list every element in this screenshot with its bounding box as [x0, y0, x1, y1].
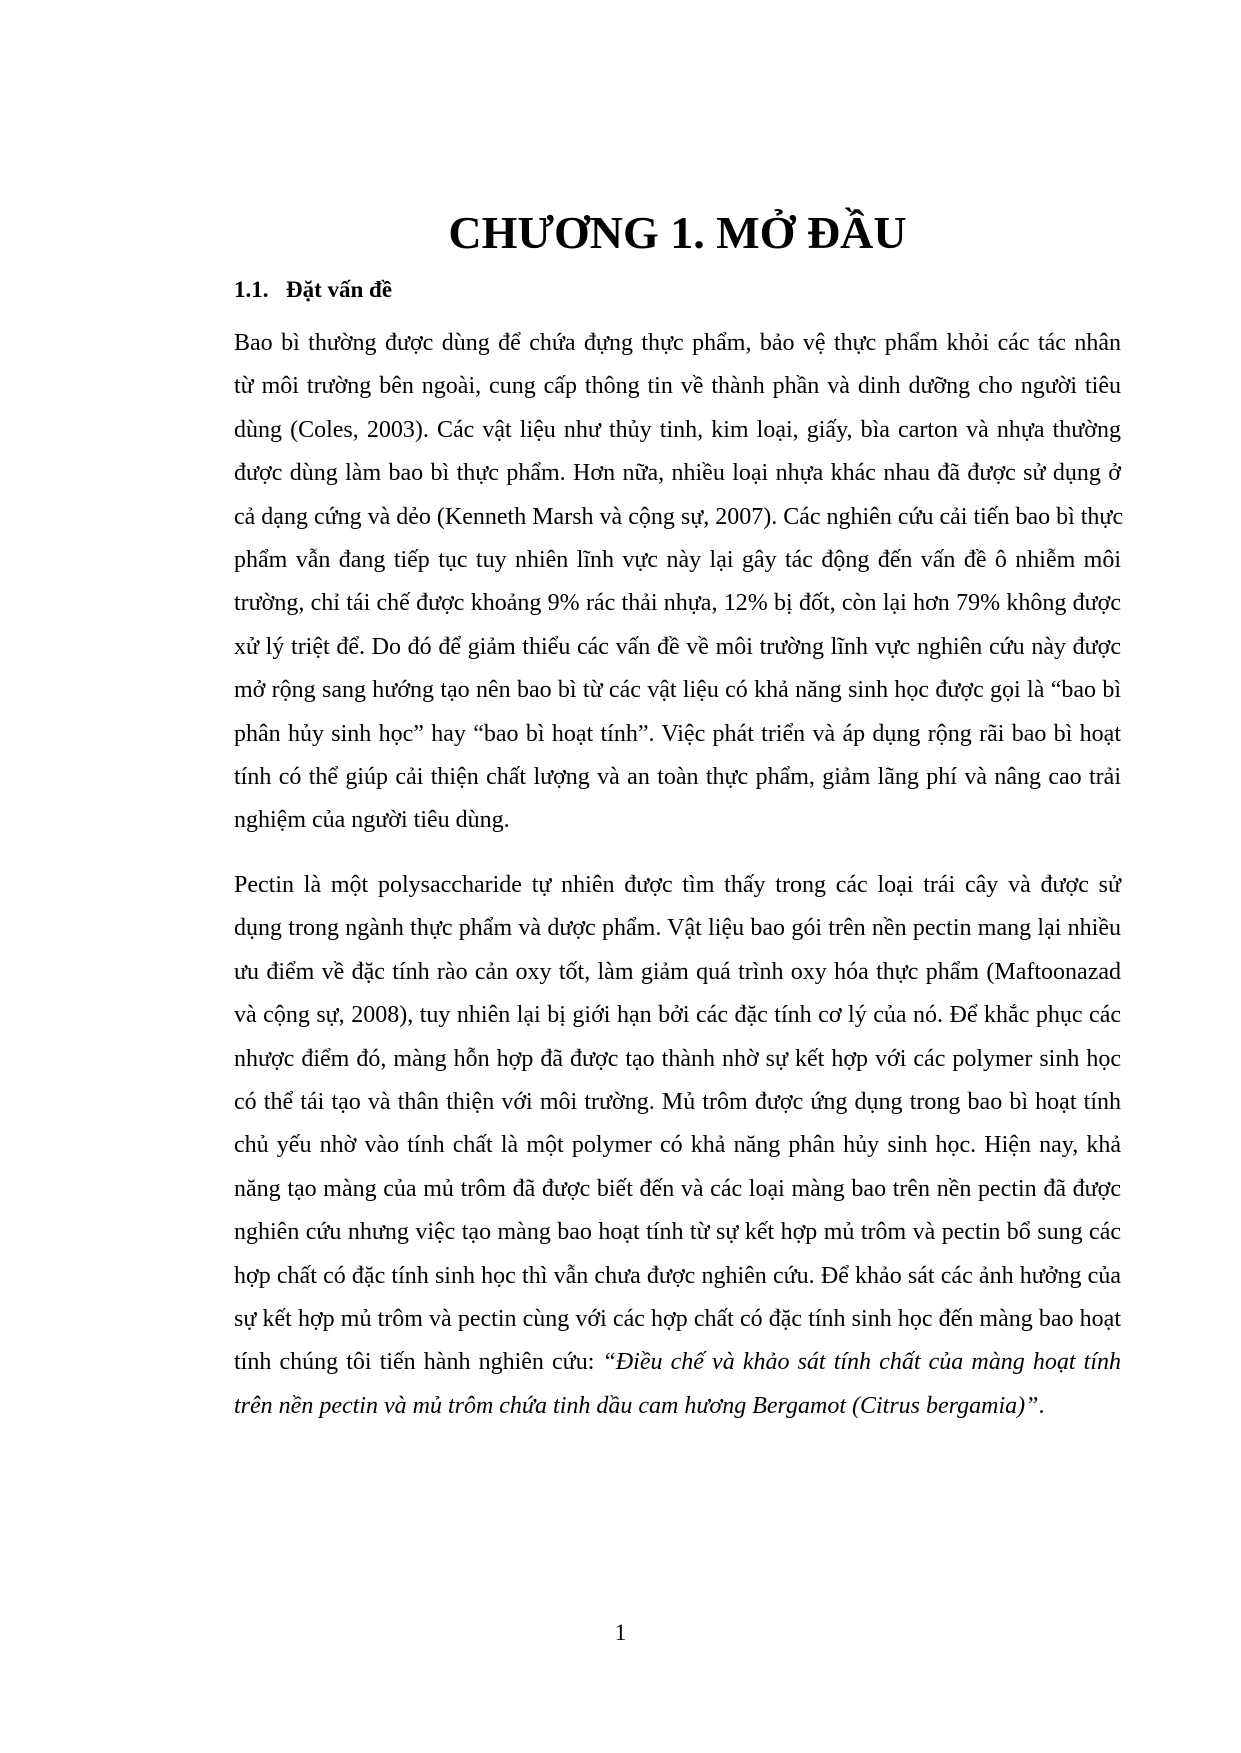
paragraph-line: và cộng sự, 2008), tuy nhiên lại bị giới hạn bởi các đặc tính cơ lý của nó. Để khắc phục các [234, 1002, 1121, 1029]
paragraph-line: ưu điểm về đặc tính rào cản oxy tốt, làm giảm quá trình oxy hóa thực phẩm (Maftoonazad [234, 958, 1121, 985]
paragraph-line: năng tạo màng của mủ trôm đã được biết đến và các loại màng bao trên nền pectin đã được [234, 1175, 1121, 1202]
paragraph-line: chủ yếu nhờ vào tính chất là một polymer có khả năng phân hủy sinh học. Hiện nay, khả [234, 1132, 1121, 1159]
paragraph-line: được dùng làm bao bì thực phẩm. Hơn nữa, nhiều loại nhựa khác nhau đã được sử dụng ở [234, 460, 1121, 487]
paragraph-line [234, 1341, 1121, 1384]
paragraph-line-text: tính chúng tôi tiến hành nghiên cứu: [234, 1349, 603, 1376]
paragraph-line [234, 1385, 1121, 1428]
study-title-end: trên nền pectin và mủ trôm chứa tinh dầu cam hương Bergamot (Citrus bergamia)” [234, 1392, 1039, 1419]
paragraph-1 [234, 322, 1124, 843]
study-title-start: “Điều chế và khảo sát tính chất của màng hoạt tính [602, 1349, 1121, 1376]
paragraph-line: phẩm vẫn đang tiếp tục tuy nhiên lĩnh vực này lại gây tác động đến vấn đề ô nhiễm môi [234, 547, 1121, 574]
paragraph-line: phân hủy sinh học” hay “bao bì hoạt tính”. Việc phát triển và áp dụng rộng rãi bao bì hoạt [234, 720, 1121, 747]
paragraph-line: có thể tái tạo và thân thiện với môi trường. Mủ trôm được ứng dụng trong bao bì hoạt tính [234, 1088, 1121, 1115]
paragraph-line: từ môi trường bên ngoài, cung cấp thông tin về thành phần và dinh dưỡng cho người tiêu [234, 373, 1121, 400]
section-title: Đặt vấn đề [286, 277, 393, 302]
paragraph-line: tính có thể giúp cải thiện chất lượng và an toàn thực phẩm, giảm lãng phí và nâng cao trải [234, 764, 1121, 791]
section-heading [234, 272, 392, 308]
paragraph-line: xử lý triệt để. Do đó để giảm thiểu các vấn đề về môi trường lĩnh vực nghiên cứu này được [234, 633, 1121, 660]
body-text [234, 322, 1124, 1428]
page-number: 1 [614, 1620, 627, 1645]
paragraph-line: trường, chỉ tái chế được khoảng 9% rác thải nhựa, 12% bị đốt, còn lại hơn 79% không được [234, 590, 1121, 617]
paragraph-line: mở rộng sang hướng tạo nên bao bì từ các vật liệu có khả năng sinh học được gọi là “bao bì [234, 677, 1121, 704]
paragraph-line: sự kết hợp mủ trôm và pectin cùng với các hợp chất có đặc tính sinh học đến màng bao hoạt [234, 1305, 1121, 1332]
paragraph-line: nghiên cứu nhưng việc tạo màng bao hoạt tính từ sự kết hợp mủ trôm và pectin bổ sung các [234, 1219, 1121, 1246]
paragraph-line: nghiệm của người tiêu dùng. [234, 807, 510, 834]
paragraph-line: hợp chất có đặc tính sinh học thì vẫn chưa được nghiên cứu. Để khảo sát các ảnh hưởng của [234, 1262, 1121, 1289]
paragraph-line: cả dạng cứng và dẻo (Kenneth Marsh và cộng sự, 2007). Các nghiên cứu cải tiến bao bì thực [234, 503, 1124, 530]
sentence-period: . [1038, 1392, 1045, 1419]
chapter-title: CHƯƠNG 1. MỞ ĐẦU [448, 207, 907, 258]
paragraph-line: Bao bì thường được dùng để chứa đựng thực phẩm, bảo vệ thực phẩm khỏi các tác nhân [234, 330, 1121, 356]
paragraph-line: Pectin là một polysaccharide tự nhiên được tìm thấy trong các loại trái cây và được sử [234, 871, 1121, 898]
paragraph-line: dùng (Coles, 2003). Các vật liệu như thủy tinh, kim loại, giấy, bìa carton và nhựa thường [234, 416, 1121, 443]
section-number: 1.1. [234, 277, 269, 302]
paragraph-2 [234, 864, 1121, 1428]
paragraph-line: dụng trong ngành thực phẩm và dược phẩm. Vật liệu bao gói trên nền pectin mang lại nhiều [234, 915, 1121, 942]
paragraph-line: nhược điểm đó, màng hỗn hợp đã được tạo thành nhờ sự kết hợp với các polymer sinh học [234, 1045, 1121, 1072]
